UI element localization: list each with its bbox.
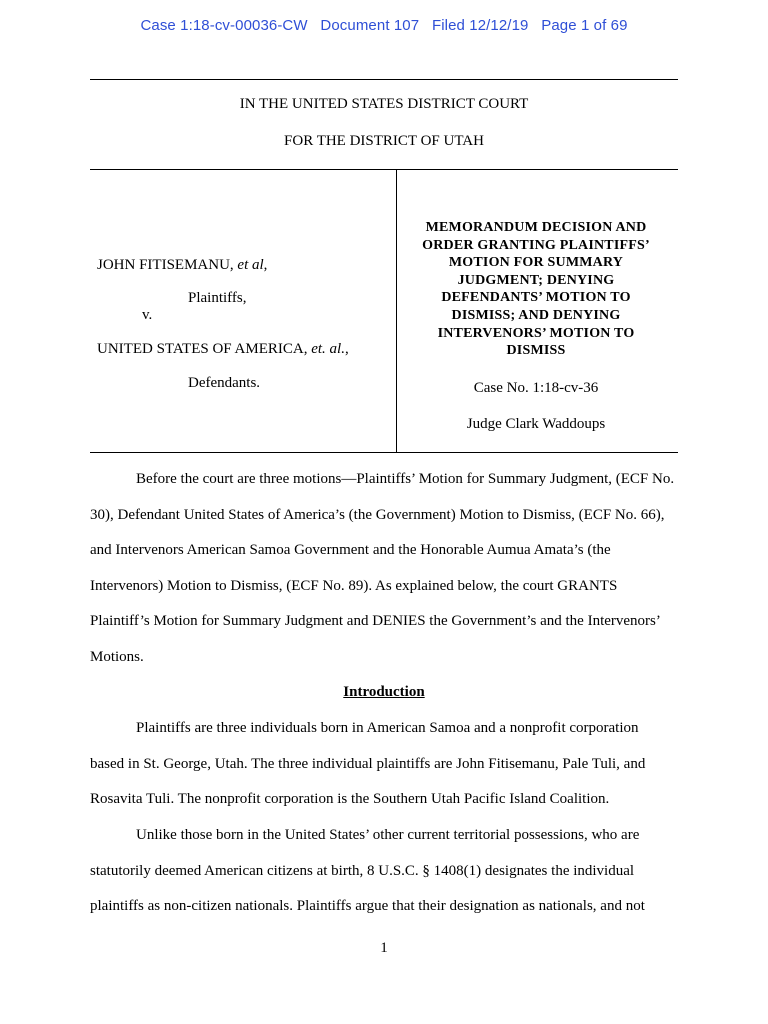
judge-name: Judge Clark Waddoups [466,416,606,432]
memo-title-line: DEFENDANTS’ MOTION TO [441,290,631,306]
memo-title-line: DISMISS [506,343,566,359]
ecf-filing-header: Case 1:18-cv-00036-CW Document 107 Filed 12/12/19 Page 1 of 69 [140,17,628,34]
memorandum-title [412,219,660,360]
plaintiff-name: JOHN FITISEMANU, et al, [97,257,268,273]
memo-title-line: MEMORANDUM DECISION AND [425,220,647,235]
top-rule [90,79,678,80]
paragraph-motions [90,462,680,676]
defendants-label: Defendants. [188,375,261,391]
body-line: Intervenors) Motion to Dismiss, (ECF No. 89). As explained below, the court GRANTS [90,577,618,594]
defendant-name: UNITED STATES OF AMERICA, et. al., [97,341,349,357]
body-line: 30), Defendant United States of America’s (the Government) Motion to Dismiss, (ECF No. 66), [90,506,665,523]
body-line: Rosavita Tuli. The nonprofit corporation is the Southern Utah Pacific Island Coalition. [90,791,610,808]
plaintiffs-label: Plaintiffs, [188,290,247,306]
body-line: Plaintiffs are three individuals born in American Samoa and a nonprofit corporation [136,720,639,736]
body-line: Motions. [90,648,144,665]
case-number: Case No. 1:18-cv-36 [473,380,599,396]
caption-divider [396,169,397,452]
body-line: Unlike those born in the United States’ other current territorial possessions, who are [136,827,640,843]
page-number: 1 [380,940,388,956]
body-line: Before the court are three motions—Plaintiffs’ Motion for Summary Judgment, (ECF No. [136,471,675,487]
paragraph-plaintiffs [90,711,680,818]
body-line: based in St. George, Utah. The three individual plaintiffs are John Fitisemanu, Pale Tuli, and [90,755,646,772]
memo-title-line: ORDER GRANTING PLAINTIFFS’ [422,237,650,253]
introduction-heading: Introduction [343,684,425,700]
court-name: IN THE UNITED STATES DISTRICT COURT [239,96,529,112]
memo-title-line: MOTION FOR SUMMARY [448,255,624,271]
caption-bottom-rule [90,452,678,453]
memo-title-line: JUDGMENT; DENYING [457,272,615,288]
body-line: and Intervenors American Samoa Government and the Honorable Aumua Amata’s (the [90,542,611,559]
paragraph-citizenship [90,818,680,925]
body-line: statutorily deemed American citizens at birth, 8 U.S.C. § 1408(1) designates the individual [90,862,635,879]
body-line: plaintiffs as non-citizen nationals. Plaintiffs argue that their designation as nationals, and not [90,898,645,915]
body-line: Plaintiff’s Motion for Summary Judgment and DENIES the Government’s and the Intervenors’ [90,613,661,630]
memo-title-line: DISMISS; AND DENYING [451,307,621,323]
memo-title-line: INTERVENORS’ MOTION TO [437,325,635,341]
versus-label: v. [142,307,153,323]
caption-top-rule [90,169,678,170]
court-district: FOR THE DISTRICT OF UTAH [284,133,484,149]
